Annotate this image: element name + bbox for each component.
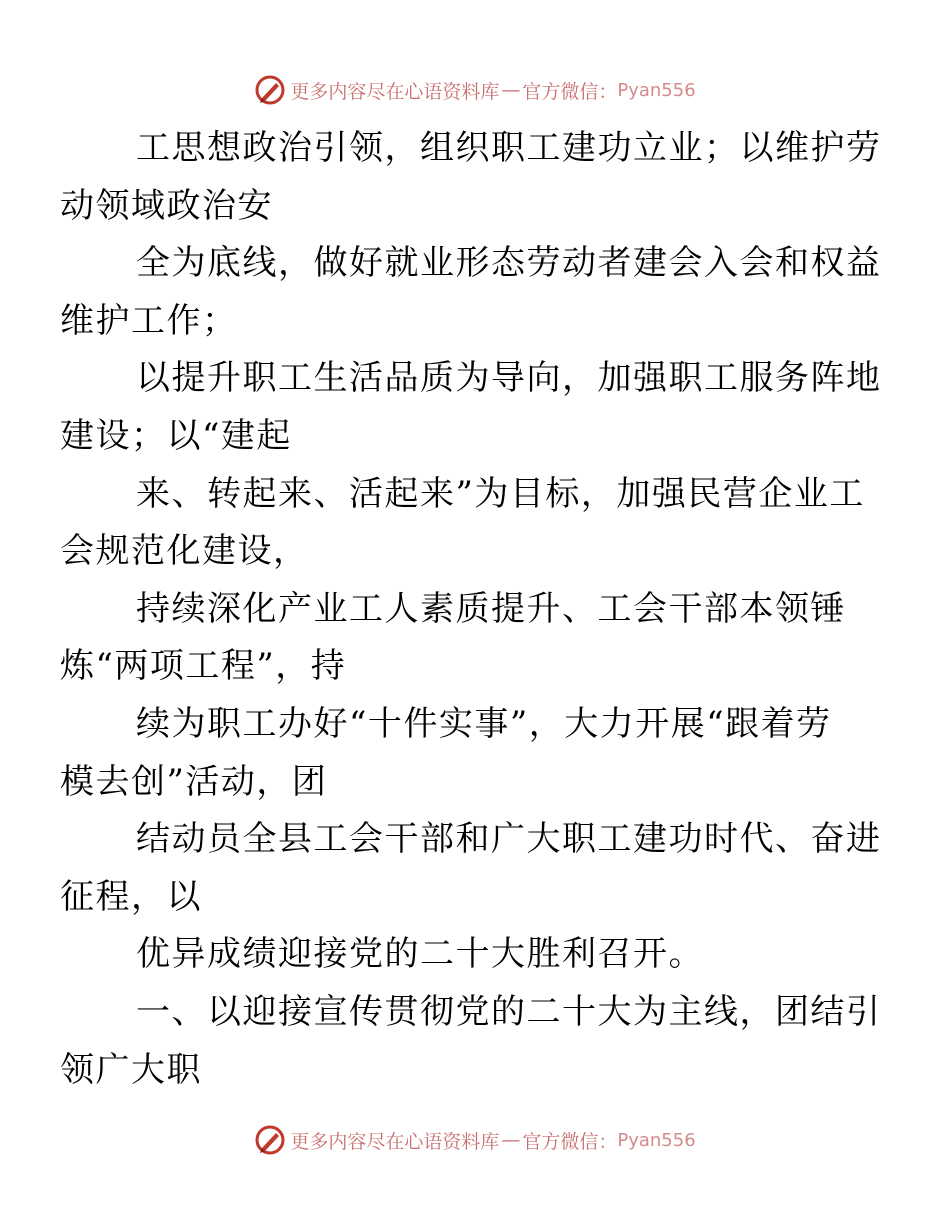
- watermark-separator: —: [501, 79, 521, 101]
- watermark-wechat-label: 官方微信：: [522, 80, 618, 103]
- paragraph-line: 征程，以: [60, 876, 202, 917]
- paragraph-line: 维护工作；: [60, 300, 238, 341]
- watermark-wechat-id: Pyan556: [617, 79, 696, 101]
- paragraph-line: 来、转起来、活起来”为目标，加强民营企业工: [136, 473, 865, 514]
- paragraph: [60, 235, 882, 350]
- paragraph: [60, 696, 858, 811]
- paragraph-line: 动领域政治安: [60, 185, 273, 226]
- paragraph-line: 以提升职工生活品质为导向，加强职工服务阵地: [136, 358, 882, 399]
- watermark-brand: 更多内容尽在心语资料库: [290, 80, 500, 103]
- paragraph-line: 建设；以“建起: [60, 415, 292, 456]
- watermark-separator: —: [501, 1129, 521, 1151]
- paragraph-line: 优异成绩迎接党的二十大胜利召开。: [136, 934, 704, 975]
- document-body: [60, 120, 882, 1099]
- paragraph: [60, 350, 882, 465]
- paragraph: [60, 120, 882, 235]
- header-watermark: [0, 72, 950, 108]
- paragraph: [98, 926, 858, 984]
- paragraph-line: 结动员全县工会干部和广大职工建功时代、奋进: [136, 819, 882, 860]
- paragraph-line: 领广大职: [60, 1049, 202, 1090]
- paragraph-line: 全为底线，做好就业形态劳动者建会入会和权益: [136, 243, 882, 284]
- paragraph-line: 模去创”活动，团: [60, 761, 328, 802]
- pen-logo-icon: [254, 74, 286, 106]
- watermark-brand: 更多内容尽在心语资料库: [290, 1130, 500, 1153]
- paragraph: [60, 984, 882, 1099]
- paragraph: [60, 811, 882, 926]
- paragraph-line: 持续深化产业工人素质提升、工会干部本领锤: [136, 588, 846, 629]
- paragraph: [60, 581, 858, 696]
- watermark-wechat-id: Pyan556: [617, 1129, 696, 1151]
- paragraph-line: 会规范化建设，: [60, 531, 309, 572]
- paragraph-line: 续为职工办好“十件实事”，大力开展“跟着劳: [136, 703, 832, 744]
- paragraph-line: 一、以迎接宣传贯彻党的二十大为主线，团结引: [136, 991, 882, 1032]
- paragraph-line: 炼“两项工程”，持: [60, 646, 347, 687]
- paragraph-line: 工思想政治引领，组织职工建功立业；以维护劳: [136, 128, 882, 168]
- footer-watermark: [0, 1122, 950, 1158]
- watermark-wechat-label: 官方微信：: [522, 1130, 618, 1153]
- pen-logo-icon: [254, 1124, 286, 1156]
- paragraph: [60, 466, 865, 581]
